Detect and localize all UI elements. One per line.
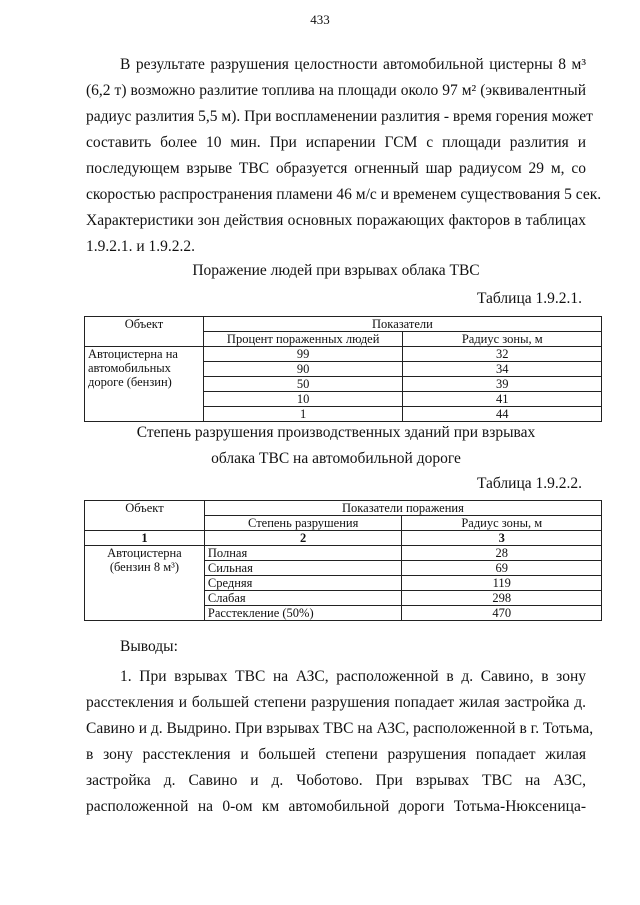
table-1 [84,316,602,422]
table1-caption: Таблица 1.9.2.1. [476,290,582,307]
paragraph-line: Характеристики зон действия основных поражающих факторов в таблицах [86,212,586,229]
table2-col-number: 2 [204,531,402,546]
table2-cell: 28 [402,546,602,561]
table2-col-radius: Радиус зоны, м [402,516,602,531]
table1-cell: 41 [403,392,602,407]
table2-cell: 298 [402,591,602,606]
paragraph-line: Савино и д. Выдрино. При взрывах ТВС на АЗС, расположенной в г. Тотьма, [86,720,594,737]
paragraph-line: радиус разлития 5,5 м). При воспламенении разлития - время горения может [86,108,593,125]
table1-cell: 90 [203,362,403,377]
table2-col-number: 3 [402,531,602,546]
table1-col-percent: Процент пораженных людей [203,332,403,347]
table2-cell: 470 [402,606,602,621]
table2-cell: Расстекление (50%) [204,606,402,621]
paragraph-line: 1. При взрывах ТВС на АЗС, расположенной в д. Савино, в зону [120,668,586,685]
table1-cell: 1 [203,407,403,422]
paragraph-line: расстекления и большей степени разрушения попадает жилая застройка д. [86,694,586,711]
paragraph-line: расположенной на 0-ом км автомобильной дороги Тотьма-Нюксеница- [86,798,586,815]
table-2 [84,500,602,621]
conclusions-heading: Выводы: [120,638,178,655]
paragraph-line: (6,2 т) возможно разлитие топлива на площади около 97 м² (эквивалентный [86,82,586,99]
paragraph-line: 1.9.2.1. и 1.9.2.2. [86,238,196,255]
table2-col-number: 1 [85,531,205,546]
table1-cell: 99 [203,347,403,362]
table1-cell: 34 [403,362,602,377]
table1-header-object: Объект [85,317,204,347]
table1-cell: 32 [403,347,602,362]
table2-object-line: Автоцистерна [107,546,182,560]
table2-object-line: (бензин 8 м³) [109,560,180,574]
table1-object-cell [85,347,204,422]
table2-cell: Полная [204,546,402,561]
table2-header-object: Объект [85,501,205,531]
table1-object-line: Автоцистерна на [88,347,178,361]
page-number: 433 [310,12,330,27]
table1-header-indicators: Показатели [203,317,601,332]
table2-caption: Таблица 1.9.2.2. [476,475,582,492]
conclusions-paragraph [86,664,594,820]
table1-object-line: дороге (бензин) [88,375,172,389]
intro-paragraph [86,52,602,260]
table1-cell: 44 [403,407,602,422]
paragraph-line: составить более 10 мин. При испарении ГСМ с площади разлития и [86,134,586,151]
paragraph-line: в зону расстекления и большей степени разрушения попадает жилая [86,746,586,763]
table2-cell: 119 [402,576,602,591]
table1-title: Поражение людей при взрывах облака ТВС [192,262,480,279]
table2-title-line2: облака ТВС на автомобильной дороге [211,450,461,467]
table1-cell: 50 [203,377,403,392]
table1-cell: 10 [203,392,403,407]
table1-cell: 39 [403,377,602,392]
paragraph-line: скоростью распространения пламени 46 м/с и временем существования 5 сек. [86,186,602,203]
table2-cell: Сильная [204,561,402,576]
table2-cell: Средняя [204,576,402,591]
table1-col-radius: Радиус зоны, м [403,332,602,347]
paragraph-line: В результате разрушения целостности автомобильной цистерны 8 м³ [120,56,586,73]
table2-object-cell [85,546,205,621]
table2-cell: 69 [402,561,602,576]
table1-object-line: автомобильных [88,361,171,375]
paragraph-line: застройка д. Савино и д. Чоботово. При взрывах ТВС на АЗС, [86,772,586,789]
table2-cell: Слабая [204,591,402,606]
table2-header-indicators: Показатели поражения [204,501,601,516]
table2-col-degree: Степень разрушения [204,516,402,531]
paragraph-line: последующем взрыве ТВС образуется огненный шар радиусом 29 м, со [86,160,586,177]
table2-title-line1: Степень разрушения производственных зданий при взрывах [136,424,536,441]
